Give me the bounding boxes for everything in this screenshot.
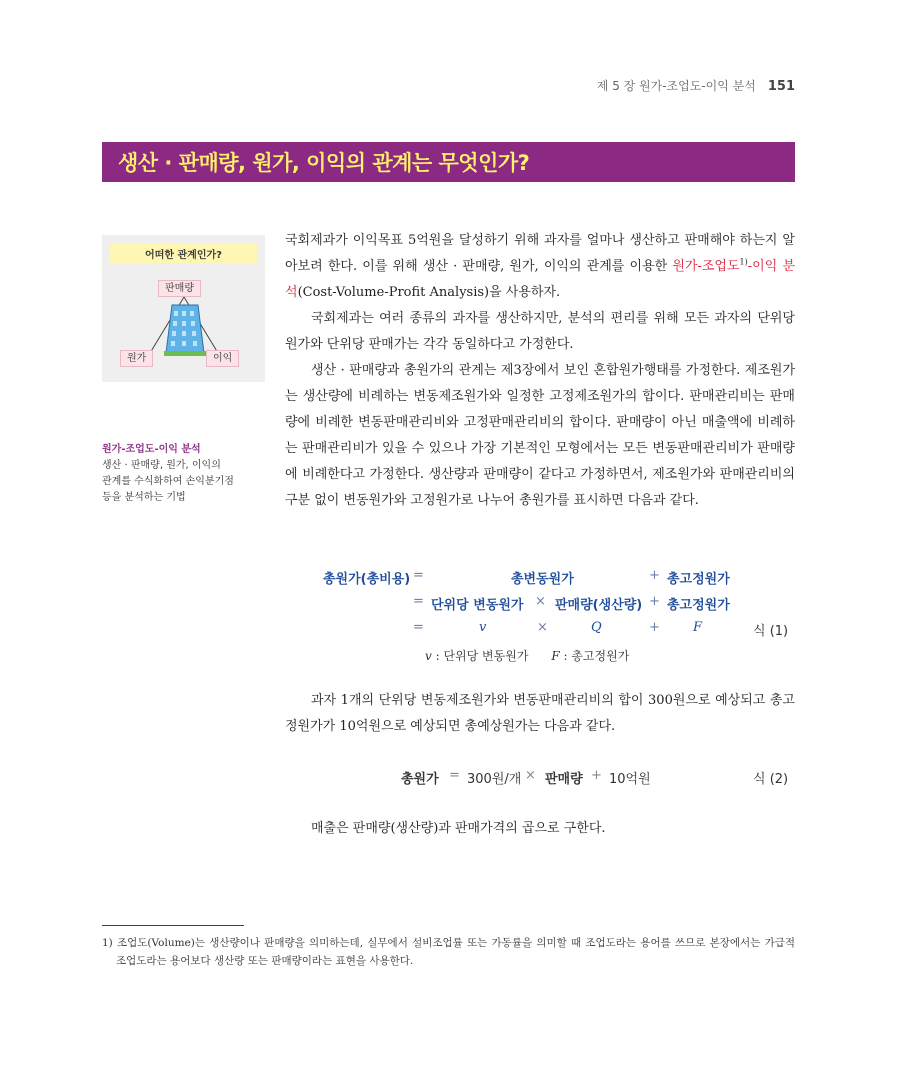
paragraph-text: 국회제과가 이익목표 5억원을 달성하기 위해 과자를 얼마나 생산하고 판매해야 하는지 알아보려 한다. 이를 위해 생산 · 판매량, 원가, 이익의 관계를 이용한	[285, 233, 795, 274]
equation-term: 총고정원가	[667, 572, 730, 587]
equation-1-row-1	[285, 565, 795, 591]
paragraph-text: (Cost-Volume-Profit Analysis)을 사용하자.	[297, 285, 561, 300]
figure-label-sales: 판매량	[158, 280, 201, 297]
figure-label-profit: 이익	[206, 350, 239, 367]
paragraph: 생산 · 판매량과 총원가의 관계는 제3장에서 보인 혼합원가행태를 가정한다. 제조원가는 생산량에 비례하는 변동제조원가와 일정한 고정제조원가의 합이다. 판매관리비는 판매량에 비례한 변동판매관리비와 고정판매관리비의 합이다. 판매량이 아닌 매출액에 비례하는 판매관리비가 있을 수 있으나 가장 기본적인 모형에서는 모든 변동판매관리비가 판매량에 비례한다고 가정한다. 생산량과 판매량이 같다고 가정하면서, 제조원가와 판매관리비의 구분 없이 변동원가와 고정원가로 나누어 총원가를 표시하면 다음과 같다.	[285, 363, 795, 508]
legend-f-text: : 총고정원가	[563, 649, 630, 663]
equation-1-row-2	[285, 591, 795, 617]
figure-title: 어떠한 관계인가?	[110, 243, 257, 263]
equation-2	[285, 765, 795, 791]
margin-note-line: 등을 분석하는 기법	[102, 492, 186, 503]
equation-term: 단위당 변동원가	[431, 598, 524, 613]
legend-var-v: v	[425, 649, 432, 663]
footnote: 1) 조업도(Volume)는 생산량이나 판매량을 의미하는데, 실무에서 설비조업률 또는 가동률을 의미할 때 조업도라는 용어를 쓰므로 본장에서는 가급적 조업도라는 용어보다 생산량 또는 판매량이라는 표현을 사용한다.	[102, 937, 795, 967]
equals-sign: =	[449, 768, 460, 783]
paragraph: 국회제과는 여러 종류의 과자를 생산하지만, 분석의 편리를 위해 모든 과자의 단위당 원가와 단위당 판매가는 각각 동일하다고 가정한다.	[285, 311, 795, 352]
footnote-marker[interactable]: 1)	[739, 257, 748, 267]
paragraph	[285, 228, 795, 306]
legend-var-f: F	[551, 649, 560, 663]
equals-sign: =	[413, 620, 424, 635]
variable-v: v	[479, 620, 487, 635]
paragraph: 매출은 판매량(생산량)과 판매가격의 곱으로 구한다.	[311, 821, 606, 836]
equation-label: 식 (2)	[753, 772, 789, 787]
margin-note-line: 관계를 수식화하여 손익분기점	[102, 476, 234, 487]
section-title: 생산 · 판매량, 원가, 이익의 관계는 무엇인가?	[118, 151, 530, 175]
times-sign: ×	[535, 594, 546, 609]
equation-term: 총고정원가	[667, 598, 730, 613]
footnote-divider	[102, 925, 244, 926]
plus-sign: +	[649, 620, 660, 635]
equation-term: 총변동원가	[511, 572, 574, 587]
margin-note	[102, 442, 262, 506]
equation-1-row-3	[285, 617, 795, 643]
chapter-title: 제 5 장 원가-조업도-이익 분석	[596, 79, 756, 93]
times-sign: ×	[525, 768, 536, 783]
variable-f: F	[693, 620, 703, 635]
equation-term: 판매량	[545, 772, 583, 787]
body-text	[285, 228, 795, 514]
plus-sign: +	[591, 768, 602, 783]
equation-legend	[425, 647, 629, 664]
equation-term: 10억원	[609, 772, 651, 787]
equals-sign: =	[413, 594, 424, 609]
equation-lhs: 총원가(총비용)	[323, 572, 411, 587]
equals-sign: =	[413, 568, 424, 583]
figure-label-cost: 원가	[120, 350, 153, 367]
highlight-term: -이익 분석	[285, 259, 796, 300]
paragraph: 과자 1개의 단위당 변동제조원가와 변동판매관리비의 합이 300원으로 예상되고 총고정원가가 10억원으로 예상되면 총예상원가는 다음과 같다.	[285, 693, 795, 734]
variable-q: Q	[591, 620, 602, 635]
margin-note-line: 생산 · 판매량, 원가, 이익의	[102, 460, 221, 471]
legend-v-text: : 단위당 변동원가	[435, 649, 529, 663]
section-title-bar	[102, 142, 795, 182]
equation-lhs: 총원가	[401, 772, 439, 787]
building-icon	[164, 305, 206, 356]
plus-sign: +	[649, 594, 660, 609]
times-sign: ×	[537, 620, 548, 635]
highlight-term: 원가-조업도	[672, 259, 740, 274]
equation-term: 판매량(생산량)	[555, 598, 643, 613]
plus-sign: +	[649, 568, 660, 583]
relationship-figure	[102, 235, 265, 382]
equation-term: 300원/개	[467, 772, 522, 787]
equation-label: 식 (1)	[753, 624, 789, 639]
page-number: 151	[767, 79, 795, 94]
running-header	[597, 77, 795, 94]
margin-note-term: 원가-조업도-이익 분석	[102, 444, 201, 455]
